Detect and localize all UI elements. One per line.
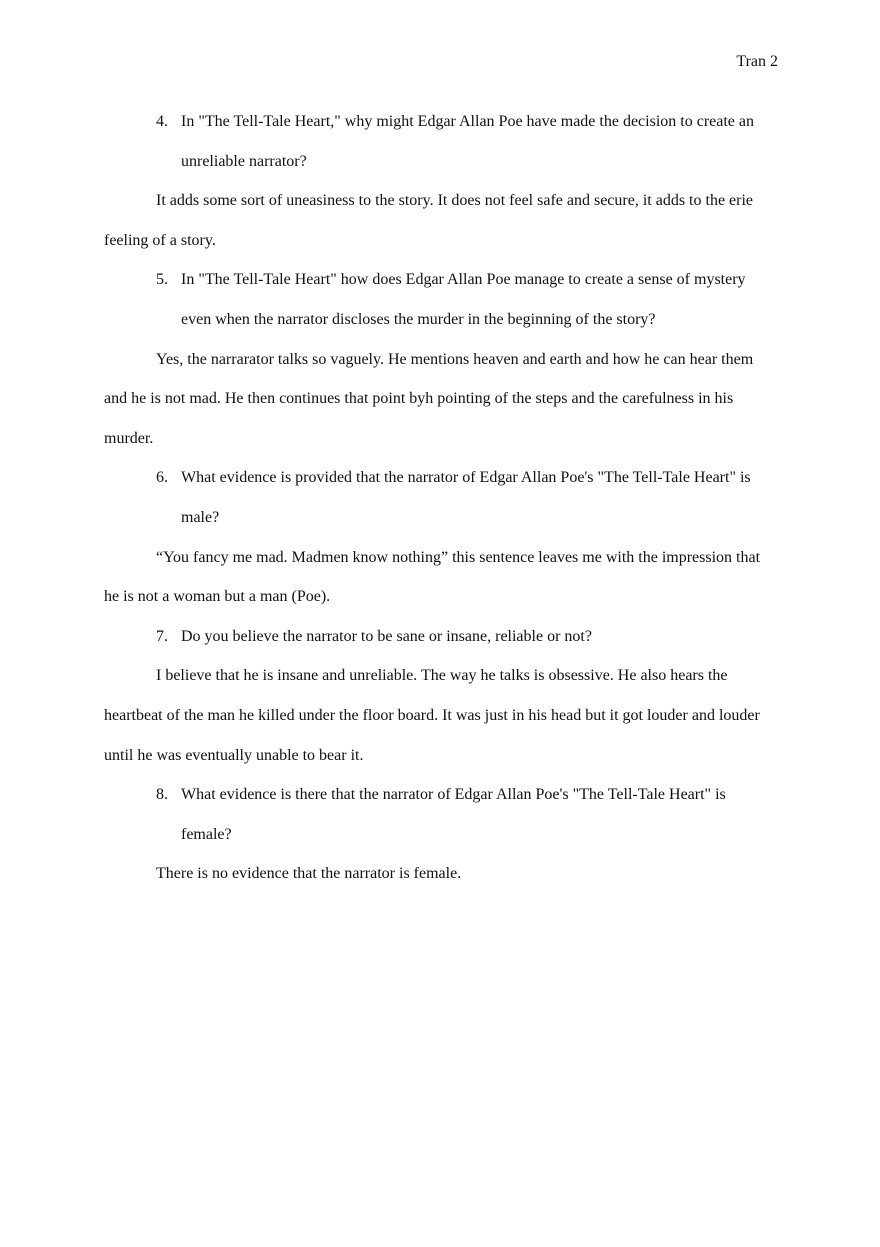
question-number: 7. bbox=[156, 627, 168, 645]
question-text: What evidence is there that the narrator of Edgar Allan Poe's "The Tell-Tale Heart" is female? bbox=[181, 786, 726, 843]
question-text: What evidence is provided that the narrator of Edgar Allan Poe's "The Tell-Tale Heart" is male? bbox=[181, 469, 751, 526]
question-text: In "The Tell-Tale Heart" how does Edgar Allan Poe manage to create a sense of mystery even when the narrator discloses the murder in the beginning of the story? bbox=[181, 271, 746, 328]
question-number: 8. bbox=[156, 786, 168, 804]
answer-7: I believe that he is insane and unreliable. The way he talks is obsessive. He also hears the heartbeat of the man he killed under the floor board. It was just in his head but it got louder and louder until he was eventually unable to bear it. bbox=[104, 667, 760, 764]
document-body bbox=[104, 102, 776, 894]
question-number: 6. bbox=[156, 469, 168, 487]
answer-4: It adds some sort of uneasiness to the story. It does not feel safe and secure, it adds to the erie feeling of a story. bbox=[104, 192, 754, 249]
answer-5: Yes, the narrarator talks so vaguely. He mentions heaven and earth and how he can hear them and he is not mad. He then continues that point byh pointing of the steps and the carefulness in his murder. bbox=[104, 350, 754, 447]
answer-8: There is no evidence that the narrator is female. bbox=[156, 865, 462, 883]
question-text: In "The Tell-Tale Heart," why might Edgar Allan Poe have made the decision to create an unreliable narrator? bbox=[181, 113, 754, 170]
running-head: Tran 2 bbox=[736, 53, 778, 70]
question-4 bbox=[104, 102, 776, 181]
question-7 bbox=[104, 617, 776, 657]
question-6 bbox=[104, 458, 776, 537]
answer-6: “You fancy me mad. Madmen know nothing” this sentence leaves me with the impression that he is not a woman but a man (Poe). bbox=[104, 548, 761, 606]
question-number: 5. bbox=[156, 271, 168, 289]
question-8 bbox=[104, 775, 776, 854]
question-5 bbox=[104, 260, 776, 339]
question-text: Do you believe the narrator to be sane or insane, reliable or not? bbox=[181, 627, 592, 645]
question-number: 4. bbox=[156, 113, 168, 130]
